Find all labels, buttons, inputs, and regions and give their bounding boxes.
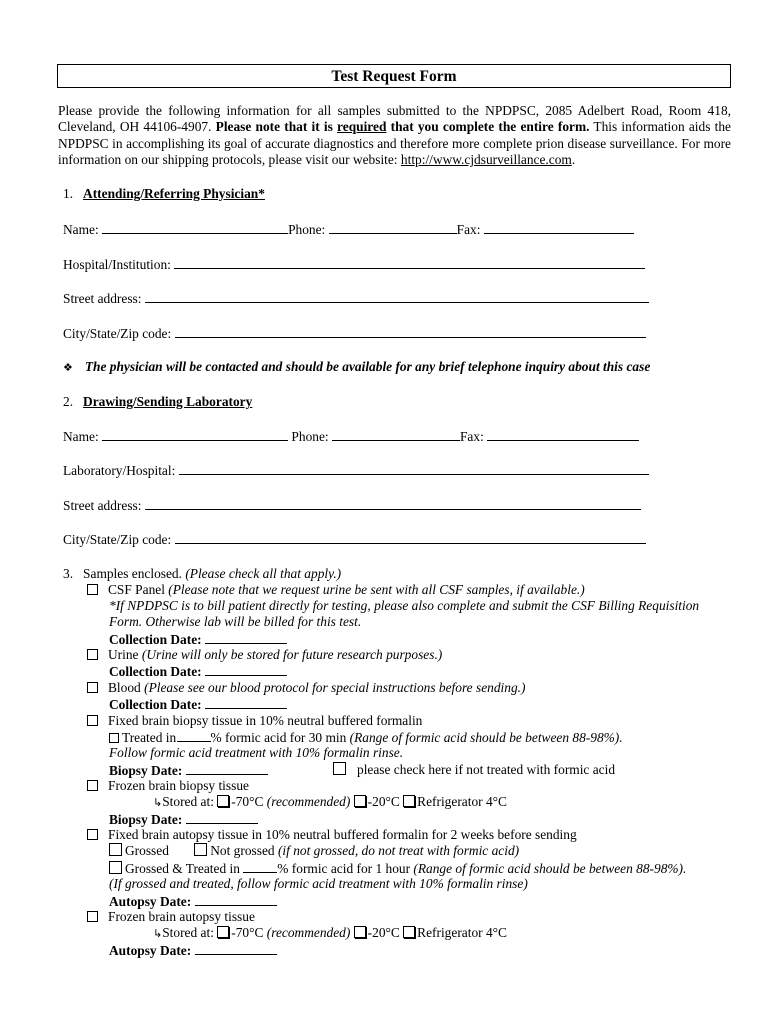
urine-collection-row [109, 663, 287, 680]
section3-title-note: (Please check all that apply.) [185, 566, 342, 581]
urine-checkbox[interactable] [87, 649, 98, 660]
lab-hospital-label: Laboratory/Hospital: [63, 463, 176, 478]
csf-note: (Please note that we request urine be sent with all CSF samples, if available.) [168, 582, 585, 597]
lab-fax-label: Fax: [459, 429, 484, 444]
fixed-autopsy-label: Fixed brain autopsy tissue in 10% neutral buffered formalin for 2 weeks before sending [108, 827, 577, 842]
blood-row [87, 680, 525, 696]
csf-billing-line2: Form. Otherwise lab will be billed for this test. [109, 614, 362, 629]
frozen-autopsy-fridge-label: Refrigerator 4°C [417, 925, 507, 940]
frozen-autopsy-minus20-checkbox[interactable] [354, 926, 366, 938]
intro-text-2: This information aids the NPDPSC in accomplishing its goal of accurate diagnostics and therefore more complete prion disease surveillance. For more information on our shipping protocols, please visit our website: [58, 119, 731, 167]
lab-name-field[interactable] [102, 428, 288, 441]
intro-paragraph [58, 103, 731, 168]
grossed-treated-pct: % formic acid for 1 hour [277, 861, 411, 876]
physician-contact-row [63, 221, 634, 238]
frozen-autopsy-checkbox[interactable] [87, 911, 98, 922]
grossed-row [109, 843, 519, 859]
grossed-treated-label: Grossed & Treated in [125, 861, 240, 876]
physician-hospital-field[interactable] [174, 256, 645, 269]
grossed-checkbox[interactable] [109, 843, 122, 856]
blood-collection-date-field[interactable] [205, 696, 287, 709]
physician-city-row [63, 325, 646, 342]
lab-hospital-row [63, 462, 649, 479]
physician-hospital-row [63, 256, 645, 273]
lab-city-row [63, 531, 646, 548]
grossed-treated-row [109, 860, 686, 877]
blood-checkbox[interactable] [87, 682, 98, 693]
frozen-biopsy-minus70-checkbox[interactable] [217, 795, 229, 807]
lab-city-label: City/State/Zip code: [63, 532, 172, 547]
frozen-autopsy-stored-label: Stored at: [162, 925, 214, 940]
csf-row [87, 582, 585, 598]
section2-heading [63, 394, 252, 410]
section3-heading [63, 566, 341, 582]
frozen-autopsy-storage-row [153, 925, 507, 942]
frozen-autopsy-minus70-checkbox[interactable] [217, 926, 229, 938]
autopsy-date-field[interactable] [195, 893, 277, 906]
physician-name-label: Name: [63, 222, 99, 237]
frozen-biopsy-row [87, 778, 249, 794]
frozen-autopsy-minus20-label: -20°C [367, 925, 400, 940]
biopsy-treated-row [109, 729, 623, 746]
lab-contact-row [63, 428, 639, 445]
diamond-bullet-icon: ❖ [63, 361, 73, 374]
frozen-autopsy-minus70-label: -70°C [231, 925, 264, 940]
lab-city-field[interactable] [175, 531, 646, 544]
frozen-biopsy-date-row [109, 811, 258, 828]
biopsy-treated-checkbox[interactable] [109, 733, 119, 743]
section1-title: Attending/Referring Physician* [83, 186, 265, 201]
blood-collection-row [109, 696, 287, 713]
biopsy-treated-label: Treated in [122, 730, 177, 745]
frozen-autopsy-date-field[interactable] [195, 942, 277, 955]
biopsy-treated-range: (Range of formic acid should be between 88-98%). [349, 730, 623, 745]
physician-street-row [63, 290, 649, 307]
section2-title: Drawing/Sending Laboratory [83, 394, 253, 409]
frozen-autopsy-row [87, 909, 255, 925]
form-title-box [57, 64, 731, 88]
not-treated-label: please check here if not treated with formic acid [357, 762, 616, 777]
blood-note: (Please see our blood protocol for special instructions before sending.) [144, 680, 526, 695]
lab-name-label: Name: [63, 429, 99, 444]
frozen-biopsy-fridge-label: Refrigerator 4°C [417, 794, 507, 809]
frozen-biopsy-date-field[interactable] [186, 811, 258, 824]
biopsy-date-field[interactable] [186, 762, 268, 775]
csf-checkbox[interactable] [87, 584, 98, 595]
intro-required-2: that you complete the entire form. [386, 119, 590, 135]
biopsy-date-row [109, 762, 268, 779]
frozen-biopsy-minus20-label: -20°C [367, 794, 400, 809]
lab-phone-field[interactable] [332, 428, 460, 441]
intro-required-word: required [337, 119, 387, 135]
section2-number: 2. [63, 394, 74, 409]
frozen-autopsy-recommended: (recommended) [266, 925, 351, 940]
physician-fax-field[interactable] [484, 221, 634, 234]
grossed-label: Grossed [125, 843, 169, 858]
section1-number: 1. [63, 186, 74, 201]
fixed-biopsy-label: Fixed brain biopsy tissue in 10% neutral buffered formalin [108, 713, 423, 728]
grossed-treated-range: (Range of formic acid should be between 88-98%). [413, 861, 687, 876]
urine-note: (Urine will only be stored for future research purposes.) [141, 647, 443, 662]
biopsy-follow-note: Follow formic acid treatment with 10% formalin rinse. [109, 745, 404, 760]
frozen-biopsy-minus20-checkbox[interactable] [354, 795, 366, 807]
frozen-autopsy-fridge-checkbox[interactable] [403, 926, 415, 938]
intro-text-1: Please provide the following information for all samples submitted to the NPDPSC, 2085 Adelbert Road, Room 418, Cleveland, OH 44106-4907. [58, 103, 731, 135]
physician-street-field[interactable] [145, 290, 649, 303]
not-grossed-checkbox[interactable] [194, 843, 207, 856]
physician-phone-field[interactable] [329, 221, 457, 234]
biopsy-date-label: Biopsy Date: [109, 763, 183, 778]
frozen-biopsy-fridge-checkbox[interactable] [403, 795, 415, 807]
physician-name-field[interactable] [102, 221, 288, 234]
physician-street-label: Street address: [63, 291, 142, 306]
website-link[interactable]: http://www.cjdsurveillance.com [400, 151, 572, 167]
csf-label: CSF Panel [108, 582, 165, 597]
intro-required-1: Please note that it is [215, 119, 338, 135]
not-grossed-note: (if not grossed, do not treat with formic acid) [277, 843, 520, 858]
autopsy-date-row [109, 893, 277, 910]
frozen-autopsy-date-label: Autopsy Date: [109, 943, 192, 958]
lab-street-field[interactable] [145, 497, 641, 510]
blood-label: Blood [108, 680, 141, 695]
not-treated-row [333, 762, 615, 778]
physician-phone-label: Phone: [288, 222, 326, 237]
physician-city-field[interactable] [175, 325, 646, 338]
urine-label: Urine [108, 647, 139, 662]
grossed-treated-percent-field[interactable] [243, 860, 277, 873]
physician-contact-note: The physician will be contacted and should be available for any brief telephone inquiry about this case [84, 359, 651, 374]
not-grossed-label: Not grossed [210, 843, 275, 858]
biopsy-treated-pct: % formic acid for 30 min [210, 730, 347, 745]
fixed-autopsy-checkbox[interactable] [87, 829, 98, 840]
lab-fax-field[interactable] [487, 428, 639, 441]
csf-collection-date-label: Collection Date: [109, 632, 202, 647]
frozen-biopsy-label: Frozen brain biopsy tissue [108, 778, 249, 793]
csf-billing-line1: *If NPDPSC is to bill patient directly for testing, please also complete and submit the CSF Billing Requisition [109, 598, 700, 613]
fixed-autopsy-row [87, 827, 577, 843]
frozen-biopsy-minus70-label: -70°C [231, 794, 264, 809]
fixed-biopsy-row [87, 713, 422, 729]
frozen-biopsy-date-label: Biopsy Date: [109, 812, 183, 827]
form-title: Test Request Form [331, 68, 457, 85]
intro-end: . [571, 151, 576, 167]
lab-phone-label: Phone: [291, 429, 329, 444]
urine-collection-date-field[interactable] [205, 663, 287, 676]
frozen-biopsy-checkbox[interactable] [87, 780, 98, 791]
physician-city-label: City/State/Zip code: [63, 326, 172, 341]
physician-fax-label: Fax: [456, 222, 481, 237]
grossed-treated-checkbox[interactable] [109, 861, 122, 874]
lab-street-row [63, 497, 641, 514]
fixed-biopsy-checkbox[interactable] [87, 715, 98, 726]
section3-title: Samples enclosed. [83, 566, 182, 581]
section1-heading [63, 186, 265, 202]
autopsy-date-label: Autopsy Date: [109, 894, 192, 909]
physician-note-row [63, 359, 650, 376]
urine-collection-date-label: Collection Date: [109, 664, 202, 679]
frozen-autopsy-label: Frozen brain autopsy tissue [108, 909, 255, 924]
biopsy-treated-percent-field[interactable] [177, 729, 211, 742]
csf-collection-date-field[interactable] [205, 631, 287, 644]
lab-hospital-field[interactable] [179, 462, 649, 475]
urine-row [87, 647, 442, 663]
frozen-autopsy-date-row [109, 942, 277, 959]
section3-number: 3. [63, 566, 74, 581]
not-treated-checkbox[interactable] [333, 762, 346, 775]
arrow-right-icon: ↳ [153, 796, 163, 809]
frozen-biopsy-storage-row [153, 794, 507, 811]
frozen-biopsy-stored-label: Stored at: [162, 794, 214, 809]
grossed-follow-note: (If grossed and treated, follow formic acid treatment with 10% formalin rinse) [109, 876, 528, 891]
arrow-right-icon: ↳ [153, 927, 163, 940]
physician-hospital-label: Hospital/Institution: [63, 257, 171, 272]
blood-collection-date-label: Collection Date: [109, 697, 202, 712]
lab-street-label: Street address: [63, 498, 142, 513]
csf-collection-row [109, 631, 287, 648]
frozen-biopsy-recommended: (recommended) [266, 794, 351, 809]
